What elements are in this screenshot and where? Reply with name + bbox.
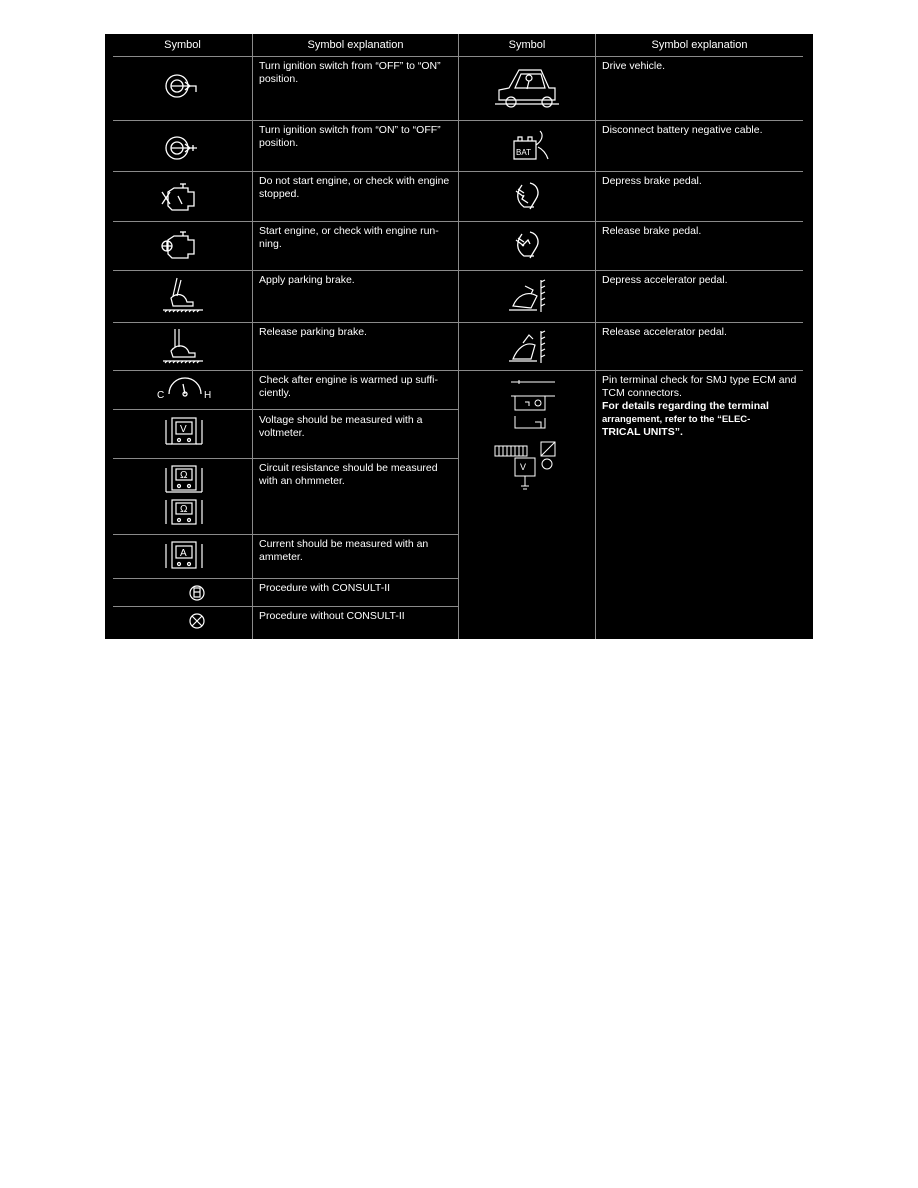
ammeter-icon (162, 538, 206, 574)
row-engine-running-text: Start engine, or check with engine run-ning. (259, 225, 439, 250)
gauge-h-label: H (204, 390, 212, 401)
row-with-consult-text: Procedure with CONSULT-II (259, 582, 391, 594)
drive-vehicle-icon (491, 64, 563, 114)
brake-pedal-release-icon (508, 228, 548, 264)
row-ignition-on-text: Turn ignition switch from “OFF” to “ON” position. (259, 60, 441, 85)
pin-check-bold-1: For details regarding the terminal (602, 400, 769, 412)
no-consult-ii-icon (188, 612, 206, 630)
parking-brake-apply-icon (161, 276, 205, 316)
row-release-accel-text: Release accelerator pedal. (602, 326, 727, 338)
row-voltmeter-text: Voltage should be measured with a voltmeter. (259, 414, 423, 439)
brake-pedal-depress-icon (508, 179, 548, 215)
row-apply-parking-brake-text: Apply parking brake. (259, 274, 355, 286)
ammeter-label: A (180, 548, 187, 559)
pin-check-text (602, 374, 807, 439)
row-release-parking-brake-text: Release parking brake. (259, 326, 367, 338)
temperature-gauge-icon (155, 376, 215, 404)
pin-check-bold-2: arrangement, refer to the “ELEC- (602, 414, 751, 425)
battery-label: BAT (516, 148, 531, 157)
row-drive-vehicle-text: Drive vehicle. (602, 60, 666, 72)
ignition-on-to-off-icon (163, 130, 203, 166)
row-release-brake-text: Release brake pedal. (602, 225, 702, 237)
ignition-off-to-on-icon (163, 68, 203, 104)
row-engine-stopped-text: Do not start engine, or check with engine stopped. (259, 175, 450, 200)
row-ohmmeter-text: Circuit resistance should be measured with an ohmmeter. (259, 462, 438, 487)
ohmmeter-icon (162, 464, 206, 528)
symbol-table (105, 34, 813, 639)
header-symbol-left: Symbol (164, 39, 201, 51)
consult-ii-icon (188, 584, 206, 602)
voltmeter-icon (162, 414, 206, 452)
row-depress-brake-text: Depress brake pedal. (602, 175, 702, 187)
parking-brake-release-icon (161, 327, 205, 367)
accelerator-release-icon (505, 327, 549, 367)
pin-check-desc: Pin terminal check for SMJ type ECM and TCM connectors. (602, 374, 797, 399)
row-ammeter-text: Current should be measured with an ammeter. (259, 538, 429, 563)
voltmeter-label: V (180, 424, 187, 435)
pin-check-meter-label: V (520, 462, 527, 472)
ohmmeter-label-2: Ω (180, 504, 188, 515)
accelerator-depress-icon (505, 276, 549, 316)
pin-check-bold-3: TRICAL UNITS”. (602, 426, 683, 438)
row-battery-text: Disconnect battery negative cable. (602, 124, 763, 136)
header-explanation-right: Symbol explanation (651, 39, 748, 51)
battery-cable-icon (508, 127, 552, 167)
header-explanation-left: Symbol explanation (307, 39, 404, 51)
engine-stopped-icon (160, 180, 204, 214)
gauge-c-label: C (157, 390, 165, 401)
pin-terminal-check-icon (489, 376, 567, 498)
engine-running-icon (160, 228, 204, 264)
row-warmed-up-text: Check after engine is warmed up suffi-ciently. (259, 374, 438, 399)
ohmmeter-label: Ω (180, 470, 188, 481)
row-depress-accel-text: Depress accelerator pedal. (602, 274, 728, 286)
row-without-consult-text: Procedure without CONSULT-II (259, 610, 405, 622)
header-symbol-right: Symbol (508, 39, 546, 51)
row-ignition-off-text: Turn ignition switch from “ON” to “OFF” position. (259, 124, 441, 149)
